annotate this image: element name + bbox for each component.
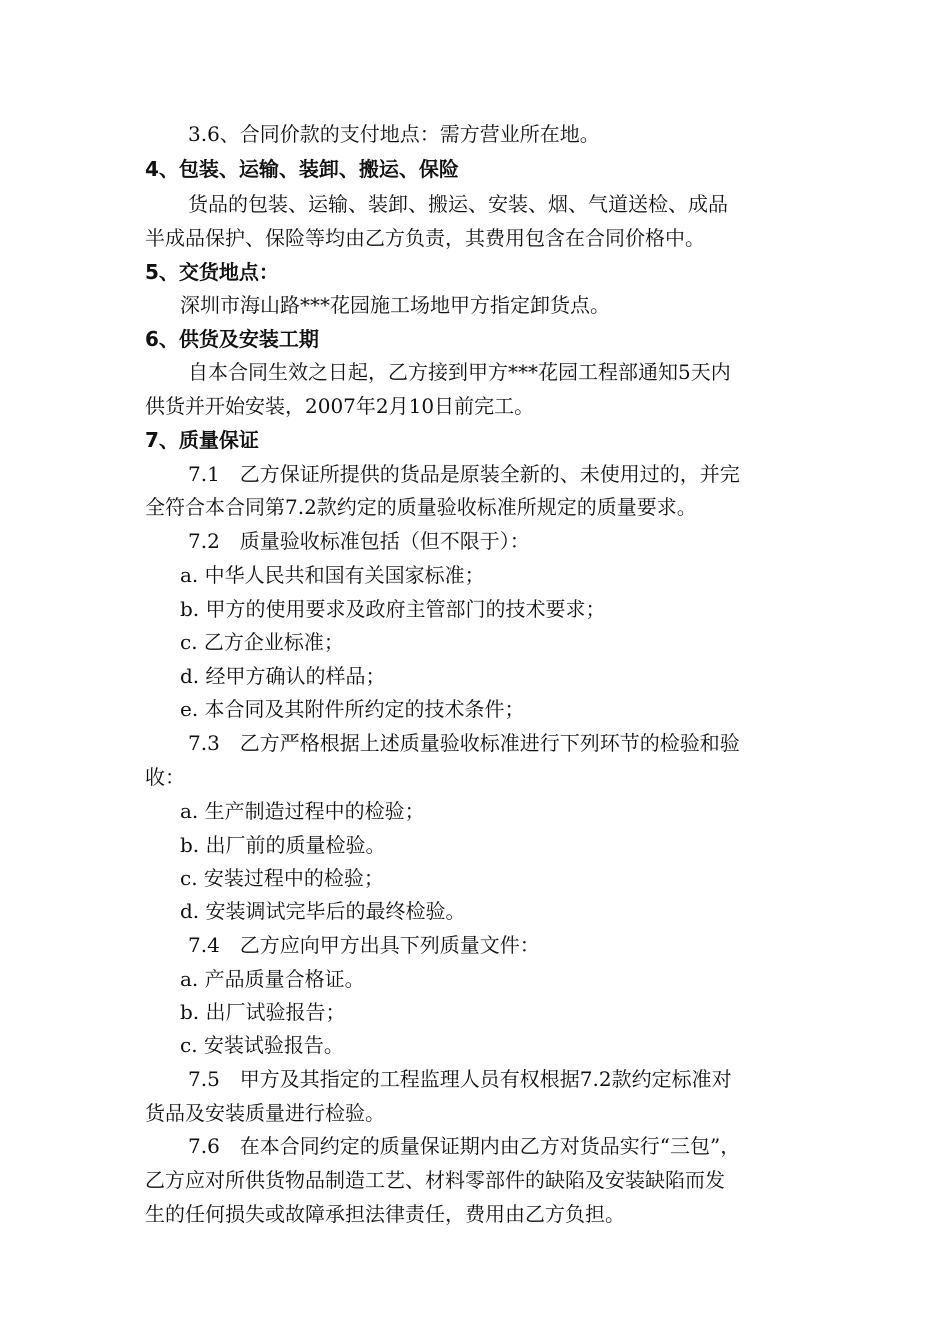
clause-3-6: 3.6、合同价款的支付地点：需方营业所在地。	[188, 122, 600, 146]
list-item: c. 安装过程中的检验；	[180, 866, 384, 890]
paragraph-line: 自本合同生效之日起，乙方接到甲方***花园工程部通知5天内	[188, 360, 731, 384]
paragraph-line: 收：	[145, 765, 185, 789]
clause-7-5: 7.5 甲方及其指定的工程监理人员有权根据7.2款约定标准对	[188, 1067, 732, 1091]
paragraph-line: 货品及安装质量进行检验。	[145, 1101, 385, 1125]
paragraph-line: 供货并开始安装，2007年2月10日前完工。	[145, 394, 535, 418]
list-item: d. 经甲方确认的样品；	[180, 664, 386, 688]
clause-7-4: 7.4 乙方应向甲方出具下列质量文件：	[188, 933, 540, 957]
heading-7-quality: 7、质量保证	[145, 428, 259, 452]
list-item: b. 出厂前的质量检验。	[180, 833, 386, 857]
list-item: a. 生产制造过程中的检验；	[180, 799, 425, 823]
paragraph-line: 货品的包装、运输、装卸、搬运、安装、烟、气道送检、成品	[188, 192, 728, 216]
paragraph-line: 生的任何损失或故障承担法律责任，费用由乙方负担。	[145, 1202, 625, 1226]
heading-5-delivery-place: 5、交货地点：	[145, 260, 279, 284]
list-item: d. 安装调试完毕后的最终检验。	[180, 899, 466, 923]
list-item: b. 出厂试验报告；	[180, 1000, 346, 1024]
list-item: a. 产品质量合格证。	[180, 967, 365, 991]
paragraph-line: 乙方应对所供货物品制造工艺、材料零部件的缺陷及安装缺陷而发	[145, 1168, 725, 1192]
clause-7-1: 7.1 乙方保证所提供的货品是原装全新的、未使用过的，并完	[188, 462, 740, 486]
list-item: b. 甲方的使用要求及政府主管部门的技术要求；	[180, 597, 606, 621]
heading-6-schedule: 6、供货及安装工期	[145, 327, 319, 351]
clause-7-6: 7.6 在本合同约定的质量保证期内由乙方对货品实行“三包”，	[188, 1134, 741, 1158]
clause-7-3: 7.3 乙方严格根据上述质量验收标准进行下列环节的检验和验	[188, 731, 740, 755]
heading-4-packaging: 4、包装、运输、装卸、搬运、保险	[145, 157, 459, 181]
paragraph-line: 半成品保护、保险等均由乙方负责，其费用包含在合同价格中。	[145, 226, 705, 250]
list-item: e. 本合同及其附件所约定的技术条件；	[180, 697, 525, 721]
list-item: c. 乙方企业标准；	[180, 630, 344, 654]
paragraph-line: 深圳市海山路***花园施工场地甲方指定卸货点。	[180, 293, 610, 317]
clause-7-2: 7.2 质量验收标准包括（但不限于）：	[188, 529, 530, 553]
list-item: c. 安装试验报告。	[180, 1033, 344, 1057]
list-item: a. 中华人民共和国有关国家标准；	[180, 563, 485, 587]
paragraph-line: 全符合本合同第7.2款约定的质量验收标准所规定的质量要求。	[145, 495, 697, 519]
